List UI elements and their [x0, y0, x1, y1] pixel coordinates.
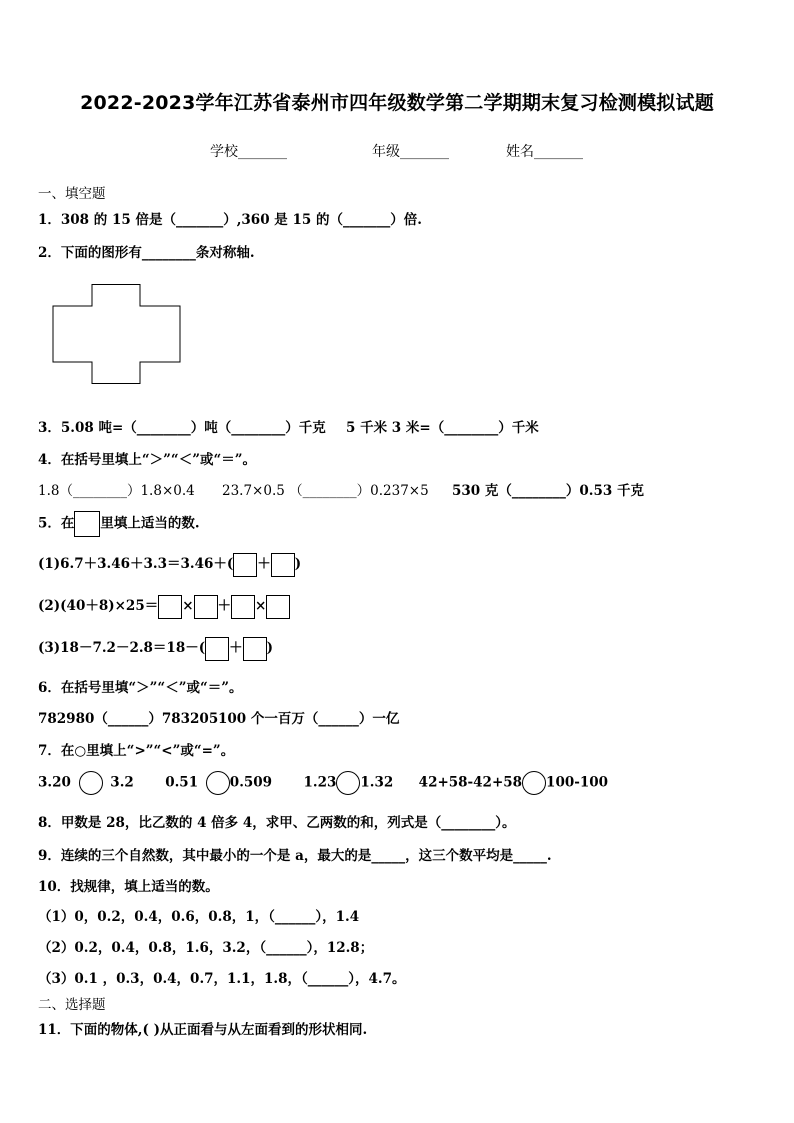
question-5-2 — [38, 594, 290, 619]
answer-circle — [206, 771, 230, 795]
question-5-2-expr: (2)(40＋8)×25＝ — [38, 598, 159, 614]
question-5-suffix: 里填上适当的数. — [100, 515, 200, 532]
q7a-left: 3.20 — [38, 774, 71, 791]
plus-sign: ＋ — [229, 640, 243, 656]
question-5-prefix: 5．在 — [38, 515, 75, 532]
q7a-right: 3.2 — [110, 774, 134, 791]
answer-box — [266, 595, 290, 619]
answer-box — [158, 595, 182, 619]
answer-box — [231, 595, 255, 619]
question-11: 11．下面的物体,( )从正面看与从左面看到的形状相同. — [38, 1022, 368, 1038]
q7d-right: 100-100 — [546, 774, 609, 791]
answer-box — [271, 553, 295, 577]
question-10: 10．找规律，填上适当的数。 — [38, 879, 219, 895]
q7d-left: 42+58-42+58 — [418, 774, 523, 791]
question-5-1 — [38, 552, 301, 577]
question-10-3: （3）0.1 ，0.3，0.4，0.7，1.1，1.8，（______），4.7。 — [38, 971, 406, 987]
section-heading-choice: 二、选择题 — [38, 997, 106, 1013]
plus-sign: ＋ — [217, 598, 232, 614]
answer-box — [205, 637, 229, 661]
section-heading-fill-blank: 一、填空题 — [38, 186, 106, 202]
question-3a: 3．5.08 吨=（________）吨（________）千克 — [38, 420, 326, 436]
answer-circle — [79, 771, 103, 795]
question-10-1: （1）0，0.2，0.4，0.6，0.8，1，（______），1.4 — [38, 909, 360, 925]
answer-box — [243, 637, 267, 661]
question-9: 9．连续的三个自然数，其中最小的一个是 a，最大的是_____，这三个数平均是_____. — [38, 848, 552, 864]
school-field: 学校_______ — [210, 144, 287, 160]
close-paren: ) — [294, 556, 302, 572]
times-sign: × — [255, 598, 267, 614]
q7b-left: 0.51 — [165, 774, 199, 791]
question-1: 1．308 的 15 倍是（_______）,360 是 15 的（_______）倍. — [38, 212, 422, 228]
answer-box — [74, 511, 100, 537]
plus-sign: ＋ — [257, 556, 271, 572]
question-6a: 782980（______）783205 — [38, 711, 219, 727]
answer-circle — [522, 771, 546, 795]
question-3b: 5 千米 3 米=（________）千米 — [346, 420, 539, 436]
question-4a: 1.8（________）1.8×0.4 — [38, 483, 195, 499]
close-paren: ) — [266, 640, 273, 656]
times-sign: × — [182, 598, 194, 614]
question-4: 4．在括号里填上“＞”“＜”或“＝”。 — [38, 452, 256, 468]
answer-box — [233, 553, 257, 577]
question-8: 8．甲数是 28，比乙数的 4 倍多 4，求甲、乙两数的和，列式是（________）。 — [38, 815, 516, 831]
q7c-right: 1.32 — [360, 774, 394, 791]
question-5 — [38, 511, 200, 537]
grade-field: 年级_______ — [372, 144, 449, 160]
question-2: 2．下面的图形有________条对称轴. — [38, 245, 255, 261]
cross-shape-figure — [52, 284, 182, 384]
q7b-right: 0.509 — [229, 774, 273, 791]
q7c-left: 1.23 — [303, 774, 337, 791]
answer-circle — [336, 771, 360, 795]
question-7-row — [38, 771, 608, 795]
question-7: 7．在○里填上“>”“<”或“=”。 — [38, 743, 235, 759]
question-5-3-expr: (3)18－7.2－2.8＝18－( — [38, 640, 206, 656]
answer-box — [194, 595, 218, 619]
page-title: 2022-2023学年江苏省泰州市四年级数学第二学期期末复习检测模拟试题 — [80, 92, 714, 114]
question-10-2: （2）0.2，0.4，0.8，1.6，3.2，（______），12.8； — [38, 940, 374, 956]
question-4c: 530 克（________）0.53 千克 — [452, 483, 644, 499]
question-5-3 — [38, 636, 273, 661]
question-5-1-expr: (1)6.7＋3.46＋3.3＝3.46＋( — [38, 556, 234, 572]
question-6: 6．在括号里填“＞”“＜”或“＝”。 — [38, 680, 243, 696]
question-6b: 100 个一百万（______）一亿 — [218, 711, 400, 727]
name-field: 姓名_______ — [506, 144, 583, 160]
question-4b: 23.7×0.5 （________）0.237×5 — [222, 483, 429, 499]
